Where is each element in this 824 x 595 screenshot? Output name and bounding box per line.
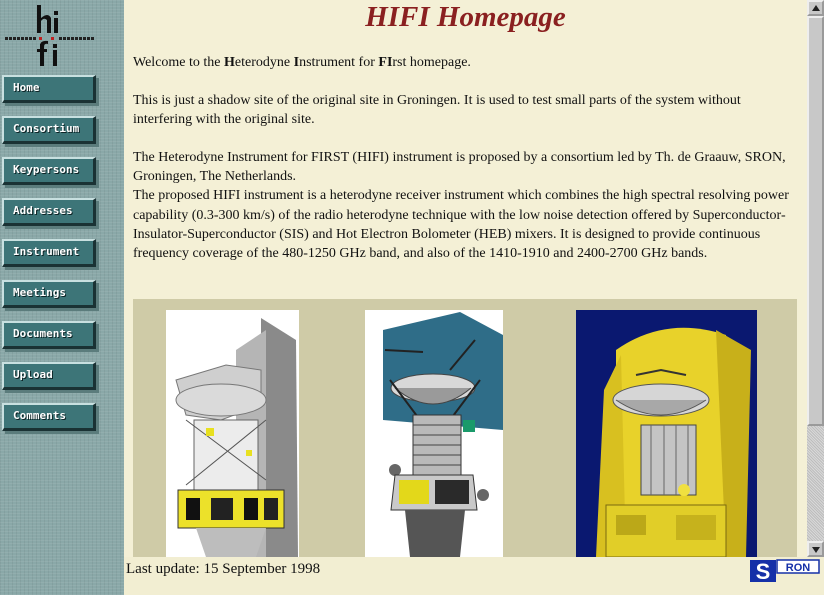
- main-navigation: [2, 75, 96, 444]
- nav-upload-button[interactable]: Upload: [2, 362, 96, 390]
- hifi-logo: [2, 2, 98, 68]
- vertical-scrollbar[interactable]: [807, 0, 824, 557]
- nav-documents-button[interactable]: Documents: [2, 321, 96, 349]
- satellite-gold-render: [576, 310, 757, 557]
- nav-meetings-button[interactable]: Meetings: [2, 280, 96, 308]
- welcome-text: Welcome to the: [133, 55, 225, 70]
- welcome-paragraph: [133, 53, 799, 72]
- description-intro: The Heterodyne Instrument for FIRST (HIFI) instrument is proposed by a consortium led by Th. de Graauw, SRON, Groningen, The Netherlands.: [133, 150, 786, 185]
- last-update-text: Last update: 15 September 1998: [126, 561, 321, 577]
- welcome-text: rst homepage.: [392, 55, 471, 70]
- main-content: [124, 0, 807, 557]
- sron-logo-text: RON: [785, 562, 811, 574]
- nav-keypersons-button[interactable]: Keypersons: [2, 157, 96, 185]
- nav-comments-button[interactable]: Comments: [2, 403, 96, 431]
- scrollbar-thumb[interactable]: [807, 16, 824, 426]
- sidebar: [0, 0, 124, 595]
- welcome-text: eterodyne: [234, 55, 294, 70]
- satellite-grey-render: [166, 310, 299, 557]
- nav-addresses-button[interactable]: Addresses: [2, 198, 96, 226]
- welcome-text: nstrument for: [299, 55, 379, 70]
- welcome-initial: I: [293, 55, 300, 70]
- welcome-initial: H: [224, 55, 235, 70]
- description-paragraph: [133, 148, 799, 263]
- welcome-initial: FI: [378, 55, 393, 70]
- sron-logo-letter: S: [755, 559, 771, 583]
- footer: [124, 557, 824, 595]
- sron-logo[interactable]: [749, 557, 821, 583]
- satellite-image-strip: [133, 299, 797, 557]
- description-details: The proposed HIFI instrument is a heterodyne receiver instrument which combines the high spectral resolving power capability (0.3-300 km/s) of the radio heterodyne technique with the low noise detection offered by Superconductor-Insulator-Superconductor (SIS) and Hot Electron Bolometer (HEB) mixers. It is designed to provide continuous frequency coverage of the 480-1250 GHz band, and also of the 1410-1910 and 2400-2700 GHz bands.: [133, 188, 789, 262]
- nav-home-button[interactable]: Home: [2, 75, 96, 103]
- satellite-blue-background: [365, 310, 503, 557]
- page-title: HIFI Homepage: [365, 1, 566, 33]
- scroll-up-arrow-icon[interactable]: [807, 0, 824, 16]
- nav-consortium-button[interactable]: Consortium: [2, 116, 96, 144]
- scroll-down-arrow-icon[interactable]: [807, 541, 824, 557]
- nav-instrument-button[interactable]: Instrument: [2, 239, 96, 267]
- shadow-site-paragraph: This is just a shadow site of the original site in Groningen. It is used to test small parts of the system without interfering with the original site.: [133, 93, 741, 128]
